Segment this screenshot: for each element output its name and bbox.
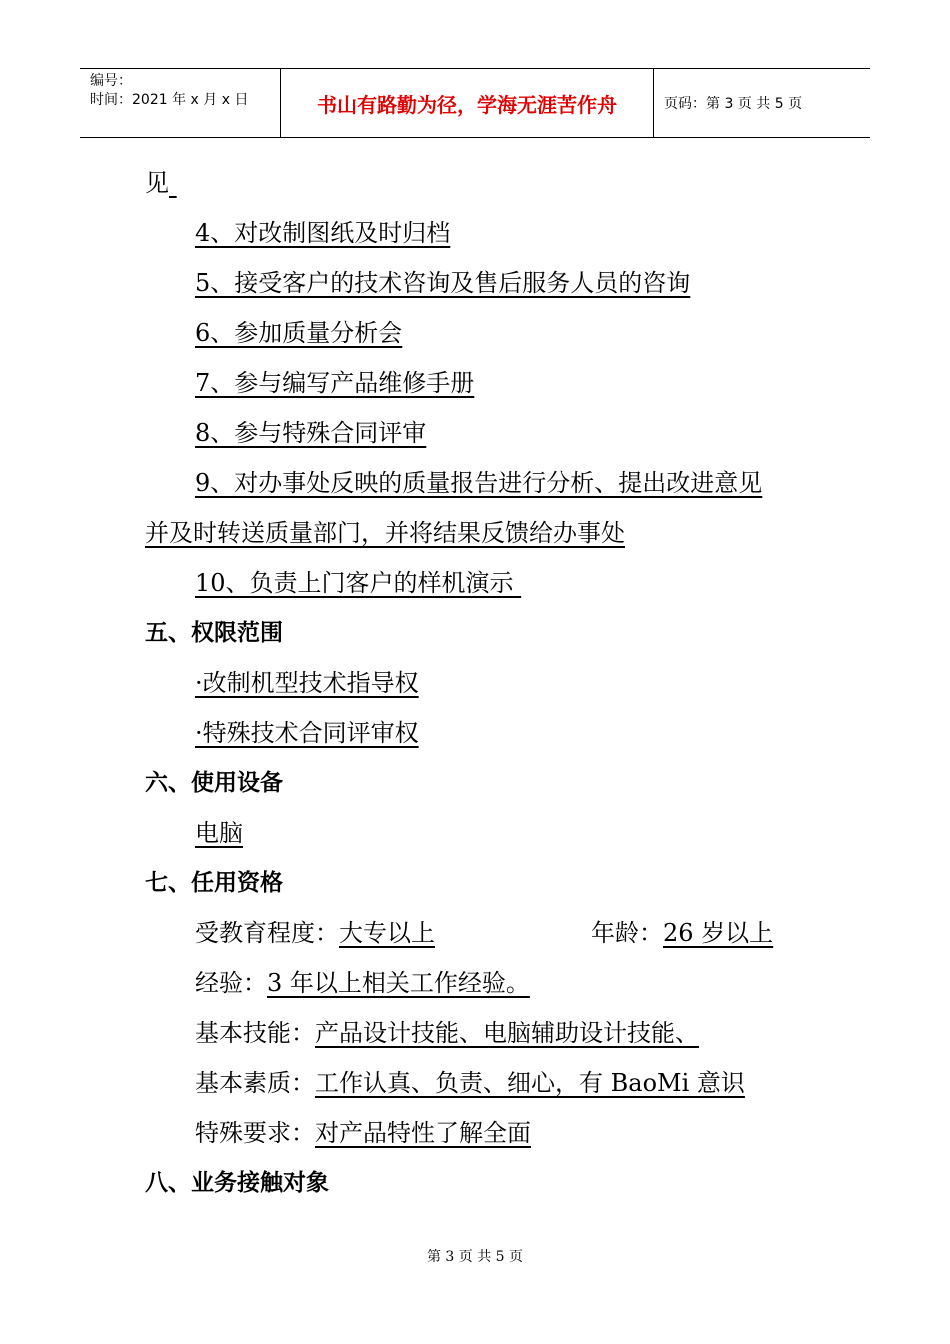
skill-label: 基本技能： (195, 1019, 315, 1047)
experience-value: 3 年以上相关工作经验。 (267, 969, 530, 997)
education-value: 大专以上 (339, 919, 435, 947)
section-contacts-heading: 八、业务接触对象 (145, 1170, 329, 1196)
line-continuation (145, 168, 629, 198)
special-label: 特殊要求： (195, 1119, 315, 1147)
authority-item-1: ·改制机型技术指导权 (195, 669, 419, 697)
duty-item-8: 8、参与特殊合同评审 (195, 419, 427, 447)
section-authority-heading: 五、权限范围 (145, 620, 283, 646)
quality-label: 基本素质： (195, 1069, 315, 1097)
experience-row (195, 968, 530, 998)
duty-item-10-text: 10、负责上门客户的样机演示 (195, 569, 514, 597)
quality-value: 工作认真、负责、细心，有 BaoMi 意识 (315, 1069, 745, 1097)
section-equipment-heading: 六、使用设备 (145, 770, 283, 796)
underline-blank (514, 568, 550, 598)
duty-item-7: 7、参与编写产品维修手册 (195, 369, 475, 397)
header-meta (80, 69, 281, 137)
quality-row (195, 1068, 745, 1098)
skill-row (195, 1018, 699, 1048)
duty-item-9: 9、对办事处反映的质量报告进行分析、提出改进意见 (195, 469, 763, 497)
time-label: 时间：2021 年 x 月 x 日 (90, 92, 249, 108)
experience-label: 经验： (195, 969, 267, 997)
section-qualification-heading: 七、任用资格 (145, 870, 283, 896)
page-header (80, 68, 870, 138)
special-row (195, 1118, 531, 1148)
education-row (195, 918, 491, 948)
duty-item-9-cont: 并及时转送质量部门，并将结果反馈给办事处 (145, 519, 625, 547)
skill-value: 产品设计技能、电脑辅助设计技能、 (315, 1019, 699, 1047)
authority-item-2: ·特殊技术合同评审权 (195, 719, 419, 747)
duty-item-4: 4、对改制图纸及时归档 (195, 219, 451, 247)
continuation-text: 见 (145, 169, 169, 197)
header-page-label: 页码：第 3 页 共 5 页 (664, 96, 803, 112)
age-row (591, 918, 773, 948)
underline-blank (169, 168, 629, 198)
age-label: 年龄： (591, 919, 663, 947)
duty-item-5: 5、接受客户的技术咨询及售后服务人员的咨询 (195, 269, 691, 297)
education-label: 受教育程度： (195, 919, 339, 947)
page-footer: 第 3 页 共 5 页 (426, 1249, 524, 1265)
header-motto: 书山有路勤为径，学海无涯苦作舟 (281, 69, 654, 137)
equipment-item: 电脑 (195, 819, 243, 847)
duty-item-6: 6、参加质量分析会 (195, 319, 403, 347)
age-value: 26 岁以上 (663, 919, 774, 947)
number-label: 编号： (90, 73, 132, 89)
duty-item-10 (195, 568, 550, 598)
special-value: 对产品特性了解全面 (315, 1119, 531, 1147)
